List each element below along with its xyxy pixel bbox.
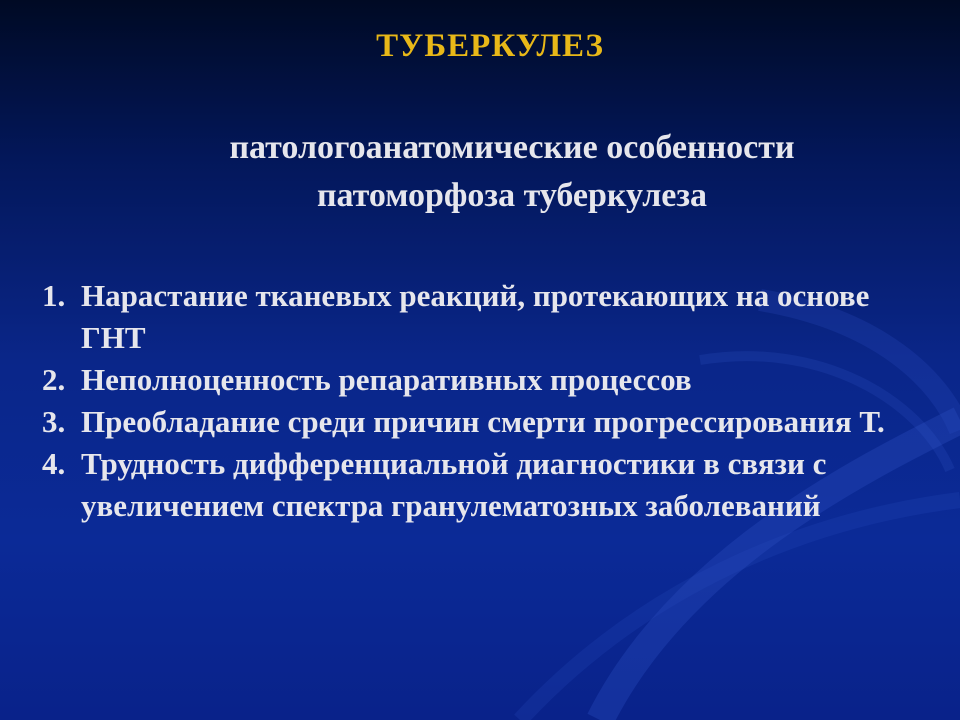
slide-subtitle: [0, 124, 960, 220]
list-item-text: Преобладание среди причин смерти прогрессирования Т.: [81, 404, 885, 439]
subtitle-line: патоморфоза туберкулеза: [316, 177, 708, 214]
list-item-number: 1.: [42, 278, 66, 313]
list-item-number: 2.: [42, 362, 66, 397]
list-item-number: 4.: [42, 446, 66, 481]
list-item: [42, 443, 922, 527]
list-item: [42, 275, 922, 359]
list-item-text: Трудность дифференциальной диагностики в связи с увеличением спектра гранулематозных заболеваний: [81, 446, 827, 523]
list-item: [42, 401, 922, 443]
subtitle-line: патологоанатомические особенности: [229, 129, 795, 166]
list-item-text: Нарастание тканевых реакций, протекающих на основе ГНТ: [81, 278, 870, 355]
list-item: [42, 359, 922, 401]
slide-title: ТУБЕРКУЛЕЗ: [376, 28, 604, 64]
list-item-text: Неполноценность репаративных процессов: [81, 362, 692, 397]
features-list: [42, 275, 922, 527]
list-item-number: 3.: [42, 404, 66, 439]
